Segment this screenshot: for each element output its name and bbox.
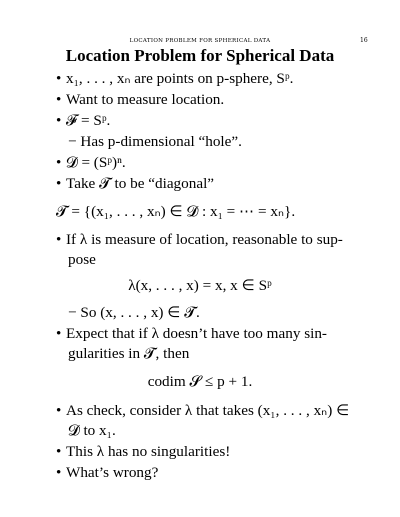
bullet-icon: • (56, 231, 62, 248)
bullet-icon: • (56, 402, 62, 419)
bullet-icon: • (56, 464, 62, 481)
bullet-expect-singularities: • Expect that if λ doesn’t have too many sin- (56, 325, 327, 342)
bullet-no-singularities: • This λ has no singularities! (56, 443, 231, 460)
bullet-icon: • (56, 154, 62, 171)
sub-so-in-t: − So (x, . . . , x) ∈ 𝓣. (68, 304, 200, 321)
equation-diagonal-set: 𝓣 = {(x₁, . . . , xₙ) ∈ 𝓓 : x₁ = ⋯ = xₙ}. (56, 203, 296, 220)
bullet-measure-of-location-cont: pose (68, 251, 96, 268)
running-head: LOCATION PROBLEM FOR SPHERICAL DATA (129, 38, 271, 44)
bullet-icon: • (56, 112, 62, 129)
bullet-whats-wrong: • What’s wrong? (56, 464, 159, 481)
bullet-expect-singularities-cont: gularities in 𝓣, then (68, 345, 190, 362)
page-title: Location Problem for Spherical Data (65, 46, 335, 65)
bullet-measure-of-location: • If λ is measure of location, reasonable to sup- (56, 231, 343, 248)
equation-codim: codim 𝓢 ≤ p + 1. (147, 373, 253, 390)
bullet-points-on-sphere: • x₁, . . . , xₙ are points on p-sphere, Sᵖ. (56, 70, 294, 87)
bullet-as-check-cont: 𝓓 to x₁. (68, 422, 116, 439)
bullet-d-definition: • 𝓓 = (Sᵖ)ⁿ. (56, 154, 126, 171)
bullet-icon: • (56, 175, 62, 192)
bullet-icon: • (56, 443, 62, 460)
bullet-measure-location: • Want to measure location. (56, 91, 225, 108)
page-number: 16 (360, 37, 368, 44)
bullet-as-check: • As check, consider λ that takes (x₁, . . . , xₙ) ∈ (56, 402, 350, 419)
bullet-icon: • (56, 325, 62, 342)
bullet-icon: • (56, 70, 62, 87)
bullet-f-equals-sphere: • 𝓕 = Sᵖ. (56, 112, 111, 129)
dash-icon: − (68, 304, 77, 321)
bullet-icon: • (56, 91, 62, 108)
dash-icon: − (68, 133, 77, 150)
equation-lambda: λ(x, . . . , x) = x, x ∈ Sᵖ (128, 277, 272, 294)
sub-hole: − Has p-dimensional “hole”. (68, 133, 242, 150)
bullet-take-diagonal: • Take 𝓣 to be “diagonal” (56, 175, 215, 192)
